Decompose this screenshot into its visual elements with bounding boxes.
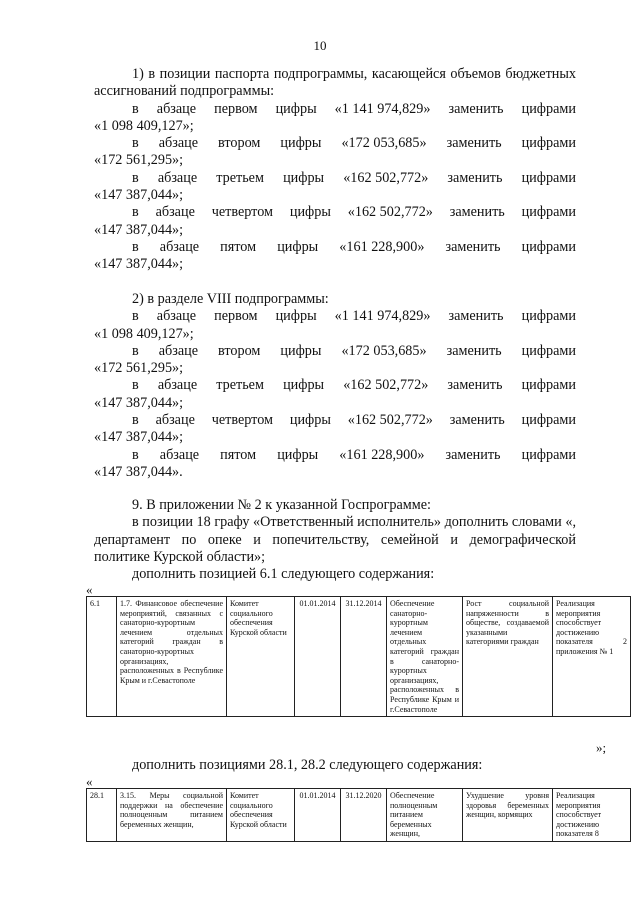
cell-start: 01.01.2014 — [295, 789, 341, 842]
word: третьем — [216, 377, 264, 394]
word: цифрами — [521, 412, 576, 429]
replacement-value: «172 561,295»; — [94, 152, 184, 169]
word: цифры — [280, 135, 322, 152]
word: пятом — [220, 238, 257, 255]
cell-consequence: Рост социальной напряженности в обществе, создаваемой указанными категориями граждан — [463, 597, 553, 717]
word: в — [132, 169, 139, 186]
word: втором — [218, 342, 261, 359]
word: абзаце — [157, 169, 198, 186]
replacement-line — [94, 308, 576, 325]
replacement-value: «172 561,295»; — [94, 360, 184, 377]
cell-result: Обеспечение полноценным питанием беременных женщин, — [387, 789, 463, 842]
section-1-rows — [94, 101, 576, 274]
cell-end: 31.12.2020 — [341, 789, 387, 842]
word: первом — [214, 308, 258, 325]
word: абзаце — [155, 204, 195, 221]
word: в — [132, 204, 139, 221]
word: «172 053,685» — [341, 135, 427, 152]
table-row — [87, 789, 631, 842]
cell-name: 3.15. Меры социальной поддержки на обеспечение полноценным питанием беременных женщин, — [117, 789, 227, 842]
word: цифрами — [521, 135, 576, 152]
word: абзаце — [155, 412, 195, 429]
word: в — [132, 135, 139, 152]
word: цифрами — [521, 169, 576, 186]
word: абзаце — [156, 308, 197, 325]
word: в — [132, 308, 139, 325]
word: в — [132, 412, 139, 429]
replacement-line — [94, 135, 576, 152]
word: абзаце — [158, 135, 199, 152]
replacement-line — [94, 101, 576, 118]
cell-end: 31.12.2014 — [341, 597, 387, 717]
cell-start: 01.01.2014 — [295, 597, 341, 717]
word: цифры — [283, 377, 325, 394]
cell-consequence: Ухудшение уровня здоровья беременных женщин, кормящих — [463, 789, 553, 842]
replacement-value: «147 387,044»; — [94, 221, 184, 238]
cell-num: 28.1 — [87, 789, 117, 842]
quote-close-1: »; — [596, 740, 607, 755]
word: «162 502,772» — [347, 204, 433, 221]
replacement-value: «147 387,044»; — [94, 187, 184, 204]
replacement-line — [94, 447, 576, 464]
word: цифры — [277, 446, 319, 463]
table-position-6-1 — [86, 596, 631, 717]
cell-link: Реализация мероприятия способствует достижению показателя 8 — [553, 789, 631, 842]
word: в — [132, 342, 139, 359]
word: заменить — [448, 308, 504, 325]
word: абзаце — [159, 238, 200, 255]
word: абзаце — [157, 377, 198, 394]
section-2-rows — [94, 308, 576, 481]
word: заменить — [449, 204, 505, 221]
section-3-para-3: дополнить позициями 28.1, 28.2 следующего содержания: — [132, 757, 483, 773]
word: «1 141 974,829» — [334, 100, 431, 117]
word: цифрами — [521, 100, 576, 117]
word: заменить — [446, 342, 502, 359]
word: абзаце — [158, 342, 199, 359]
replacement-value: «1 098 409,127»; — [94, 325, 194, 342]
word: цифрами — [521, 446, 576, 463]
word: заменить — [449, 412, 505, 429]
cell-link: Реализация мероприятия способствует достижению показателя 2 приложения № 1 — [553, 597, 631, 717]
section-2-intro: 2) в разделе VIII подпрограммы: — [132, 291, 329, 307]
word: четвертом — [211, 204, 274, 221]
word: заменить — [447, 169, 503, 186]
word: в — [132, 238, 139, 255]
replacement-line — [94, 170, 576, 187]
word: заменить — [445, 446, 501, 463]
section-3-cont — [94, 757, 576, 774]
word: цифрами — [521, 377, 576, 394]
word: абзаце — [156, 100, 197, 117]
replacement-value: «147 387,044»; — [94, 394, 184, 411]
section-3-heading: 9. В приложении № 2 к указанной Госпрограмме: — [132, 497, 431, 513]
replacement-line — [94, 377, 576, 394]
word: втором — [218, 135, 261, 152]
word: цифрами — [521, 238, 576, 255]
section-3-para-1: в позиции 18 графу «Ответственный исполнитель» дополнить словами «, департамент по опеке и попечительству, семейной и демографической политике Курской области»; — [94, 514, 576, 565]
section-1 — [94, 66, 576, 274]
word: заменить — [448, 100, 504, 117]
word: цифры — [289, 204, 331, 221]
word: «162 502,772» — [343, 377, 429, 394]
word: заменить — [445, 238, 501, 255]
replacement-value: «147 387,044»; — [94, 256, 184, 273]
word: «162 502,772» — [347, 412, 433, 429]
table-row — [87, 597, 631, 717]
replacement-value: «1 098 409,127»; — [94, 117, 194, 134]
word: пятом — [220, 446, 257, 463]
cell-executor: Комитет социального обеспечения Курской области — [227, 597, 295, 717]
section-2 — [94, 291, 576, 481]
replacement-line — [94, 343, 576, 360]
quote-open-1: « — [86, 582, 93, 597]
word: «1 141 974,829» — [334, 308, 431, 325]
cell-num: 6.1 — [87, 597, 117, 717]
cell-name: 1.7. Финансовое обеспечение мероприятий, связанных с санаторно-курортным лечением отдельных категорий граждан в санаторно-курортных организациях, расположенных в Республике Крым и г.Севастополе — [117, 597, 227, 717]
section-3-para-2: дополнить позицией 6.1 следующего содержания: — [132, 566, 435, 583]
word: в — [132, 446, 139, 463]
word: в — [132, 377, 139, 394]
word: заменить — [446, 135, 502, 152]
word: цифрами — [521, 308, 576, 325]
quote-open-2: « — [86, 774, 93, 789]
word: цифрами — [521, 342, 576, 359]
word: абзаце — [159, 446, 200, 463]
word: первом — [214, 100, 258, 117]
word: цифры — [283, 169, 325, 186]
word: «161 228,900» — [339, 238, 425, 255]
word: цифры — [275, 100, 317, 117]
word: цифры — [289, 412, 331, 429]
word: четвертом — [211, 412, 274, 429]
replacement-line — [94, 204, 576, 221]
table-position-28-1 — [86, 788, 631, 842]
word: цифры — [277, 238, 319, 255]
cell-result: Обеспечение санаторно-курортным лечением отдельных категорий граждан в санаторно-курортных организациях, расположенных в Республике Крым и г.Севастополе — [387, 597, 463, 717]
word: третьем — [216, 169, 264, 186]
replacement-value: «147 387,044»; — [94, 429, 184, 446]
word: цифры — [280, 342, 322, 359]
replacement-line — [94, 412, 576, 429]
word: в — [132, 100, 139, 117]
word: «161 228,900» — [339, 446, 425, 463]
cell-executor: Комитет социального обеспечения Курской области — [227, 789, 295, 842]
replacement-line — [94, 239, 576, 256]
word: цифры — [275, 308, 317, 325]
page-number: 10 — [313, 38, 327, 53]
word: цифрами — [521, 204, 576, 221]
section-1-intro: 1) в позиции паспорта подпрограммы, касающейся объемов бюджетных ассигнований подпрограммы: — [94, 66, 576, 100]
section-3 — [94, 497, 576, 583]
word: заменить — [447, 377, 503, 394]
word: «162 502,772» — [343, 169, 429, 186]
replacement-value: «147 387,044». — [94, 463, 183, 480]
word: «172 053,685» — [341, 342, 427, 359]
